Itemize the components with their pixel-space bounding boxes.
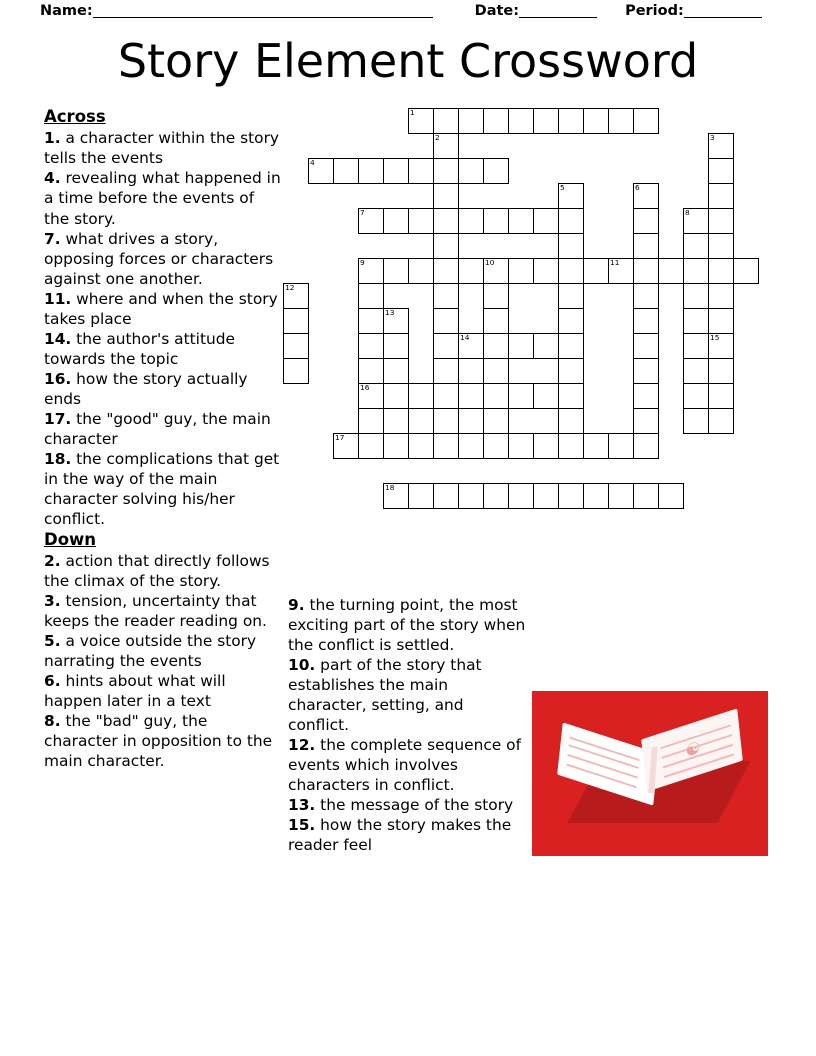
grid-cell[interactable]	[608, 258, 634, 284]
grid-cell[interactable]	[408, 433, 434, 459]
grid-cell[interactable]	[558, 408, 584, 434]
grid-cell[interactable]	[633, 333, 659, 359]
grid-cell[interactable]	[633, 358, 659, 384]
clue-text: the message of the story	[320, 796, 514, 815]
clue-down-3	[44, 591, 282, 631]
grid-cell[interactable]	[433, 483, 459, 509]
grid-cell[interactable]	[558, 308, 584, 334]
grid-cell[interactable]	[458, 483, 484, 509]
grid-cell[interactable]	[708, 233, 734, 259]
grid-cell[interactable]	[433, 108, 459, 134]
grid-cell[interactable]	[458, 433, 484, 459]
page-title: Story Element Crossword	[117, 34, 699, 88]
clue-number: 6.	[44, 672, 61, 691]
grid-cell[interactable]	[708, 158, 734, 184]
clue-number: 13.	[288, 796, 316, 815]
grid-cell[interactable]	[558, 108, 584, 134]
grid-cell[interactable]	[283, 333, 309, 359]
grid-cell[interactable]	[683, 283, 709, 309]
grid-cell[interactable]	[708, 333, 734, 359]
grid-cell[interactable]	[533, 108, 559, 134]
worksheet-header	[40, 0, 776, 22]
grid-cell[interactable]	[533, 433, 559, 459]
grid-cell[interactable]	[383, 258, 409, 284]
grid-cell[interactable]	[408, 383, 434, 409]
grid-cell[interactable]	[633, 433, 659, 459]
grid-cell[interactable]	[433, 333, 459, 359]
date-blank-line[interactable]	[519, 4, 597, 18]
grid-cell[interactable]	[483, 358, 509, 384]
grid-cell[interactable]	[558, 358, 584, 384]
crossword-grid[interactable]	[283, 108, 783, 578]
grid-cell[interactable]	[383, 483, 409, 509]
grid-cell[interactable]	[408, 108, 434, 134]
grid-cell[interactable]	[633, 383, 659, 409]
grid-cell[interactable]	[533, 208, 559, 234]
book-line	[566, 764, 636, 788]
grid-cell[interactable]	[358, 358, 384, 384]
grid-cell[interactable]	[558, 183, 584, 209]
grid-cell[interactable]	[483, 283, 509, 309]
grid-cell[interactable]	[283, 283, 309, 309]
grid-cell[interactable]	[358, 408, 384, 434]
clue-across-16	[44, 369, 282, 409]
grid-cell[interactable]	[383, 358, 409, 384]
grid-cell-number: 3	[710, 133, 715, 142]
name-blank-line[interactable]	[93, 4, 433, 18]
grid-cell[interactable]	[433, 258, 459, 284]
grid-cell[interactable]	[483, 433, 509, 459]
grid-cell[interactable]	[483, 258, 509, 284]
grid-cell[interactable]	[358, 433, 384, 459]
grid-cell[interactable]	[358, 283, 384, 309]
clue-number: 15.	[288, 816, 316, 835]
grid-cell[interactable]	[683, 308, 709, 334]
grid-cell[interactable]	[558, 283, 584, 309]
grid-cell[interactable]	[533, 383, 559, 409]
grid-cell[interactable]	[733, 258, 759, 284]
clue-text: what drives a story, opposing forces or characters against one another.	[44, 229, 274, 288]
grid-cell[interactable]	[508, 483, 534, 509]
grid-cell[interactable]	[508, 108, 534, 134]
grid-cell[interactable]	[633, 208, 659, 234]
grid-cell-number: 15	[710, 333, 720, 342]
clue-across-18	[44, 449, 282, 529]
clues-column-right	[288, 595, 526, 855]
clue-text: the complications that get in the way of the main character solving his/her conflict.	[44, 449, 280, 528]
grid-cell-number: 8	[685, 208, 690, 217]
clue-number: 2.	[44, 552, 61, 571]
grid-cell[interactable]	[608, 483, 634, 509]
clue-down-12	[288, 735, 526, 795]
grid-cell[interactable]	[708, 208, 734, 234]
grid-cell-number: 11	[610, 258, 620, 267]
grid-cell[interactable]	[433, 358, 459, 384]
clue-number: 1.	[44, 129, 61, 148]
grid-cell[interactable]	[358, 158, 384, 184]
grid-cell-number: 13	[385, 308, 395, 317]
grid-cell[interactable]	[708, 308, 734, 334]
grid-cell[interactable]	[533, 333, 559, 359]
grid-cell[interactable]	[658, 483, 684, 509]
clue-number: 11.	[44, 289, 72, 308]
grid-cell-number: 16	[360, 383, 370, 392]
grid-cell[interactable]	[558, 483, 584, 509]
grid-cell[interactable]	[583, 258, 609, 284]
clue-text: part of the story that establishes the main character, setting, and conflict.	[288, 656, 482, 735]
grid-cell[interactable]	[533, 483, 559, 509]
grid-cell[interactable]	[683, 358, 709, 384]
grid-cell-number: 14	[460, 333, 470, 342]
clue-across-4	[44, 168, 282, 228]
grid-cell[interactable]	[683, 333, 709, 359]
grid-cell[interactable]	[383, 408, 409, 434]
grid-cell-number: 17	[335, 433, 345, 442]
clue-number: 3.	[44, 592, 61, 611]
grid-cell[interactable]	[633, 108, 659, 134]
name-label: Name:	[40, 3, 93, 19]
grid-cell[interactable]	[483, 483, 509, 509]
grid-cell[interactable]	[708, 383, 734, 409]
clue-number: 7.	[44, 229, 61, 248]
grid-cell[interactable]	[508, 208, 534, 234]
clue-across-11	[44, 289, 282, 329]
grid-cell-number: 12	[285, 283, 295, 292]
grid-cell[interactable]	[383, 383, 409, 409]
clue-down-2	[44, 551, 282, 591]
down-heading: Down	[44, 529, 97, 549]
grid-cell[interactable]	[433, 133, 459, 159]
clue-text: the complete sequence of events which involves characters in conflict.	[288, 736, 521, 795]
grid-cell[interactable]	[408, 208, 434, 234]
grid-cell[interactable]	[333, 158, 359, 184]
grid-cell[interactable]	[308, 158, 334, 184]
grid-cell[interactable]	[633, 283, 659, 309]
grid-cell[interactable]	[383, 208, 409, 234]
clue-text: how the story makes the reader feel	[288, 816, 512, 855]
clue-across-17	[44, 409, 282, 449]
grid-cell-number: 10	[485, 258, 495, 267]
grid-cell[interactable]	[358, 308, 384, 334]
grid-cell[interactable]	[558, 208, 584, 234]
grid-cell[interactable]	[483, 308, 509, 334]
grid-cell[interactable]	[383, 308, 409, 334]
clue-text: the turning point, the most exciting part of the story when the conflict is settled.	[288, 596, 526, 655]
grid-cell[interactable]	[433, 233, 459, 259]
grid-cell[interactable]	[583, 108, 609, 134]
clue-number: 5.	[44, 632, 61, 651]
grid-cell[interactable]	[483, 333, 509, 359]
grid-cell[interactable]	[283, 308, 309, 334]
grid-cell[interactable]	[433, 183, 459, 209]
grid-cell[interactable]	[508, 383, 534, 409]
clue-text: the "bad" guy, the character in opposition to the main character.	[44, 712, 273, 771]
clue-down-15	[288, 815, 526, 855]
grid-cell[interactable]	[358, 333, 384, 359]
grid-cell[interactable]	[708, 258, 734, 284]
grid-cell[interactable]	[583, 433, 609, 459]
clue-number: 18.	[44, 449, 72, 468]
clue-down-5	[44, 631, 282, 671]
clue-number: 17.	[44, 409, 72, 428]
grid-cell[interactable]	[383, 433, 409, 459]
grid-cell[interactable]	[433, 308, 459, 334]
grid-cell[interactable]	[283, 358, 309, 384]
clue-number: 4.	[44, 169, 61, 188]
clue-text: action that directly follows the climax of the story.	[44, 552, 270, 591]
grid-cell[interactable]	[708, 358, 734, 384]
grid-cell[interactable]	[508, 333, 534, 359]
grid-cell[interactable]	[608, 108, 634, 134]
clue-across-7	[44, 229, 282, 289]
grid-cell[interactable]	[433, 408, 459, 434]
clue-number: 10.	[288, 656, 316, 675]
grid-cell[interactable]	[558, 333, 584, 359]
open-book-illustration	[532, 691, 768, 856]
period-label: Period:	[625, 3, 684, 19]
across-heading: Across	[44, 107, 106, 126]
date-label: Date:	[474, 3, 520, 19]
grid-cell[interactable]	[683, 233, 709, 259]
grid-cell[interactable]	[483, 383, 509, 409]
period-blank-line[interactable]	[684, 4, 762, 18]
clue-number: 16.	[44, 369, 72, 388]
clue-text: a character within the story tells the events	[44, 129, 280, 168]
grid-cell[interactable]	[433, 283, 459, 309]
grid-cell[interactable]	[508, 433, 534, 459]
grid-cell[interactable]	[608, 433, 634, 459]
clue-number: 9.	[288, 596, 305, 614]
grid-cell[interactable]	[408, 158, 434, 184]
grid-cell[interactable]	[583, 483, 609, 509]
grid-cell[interactable]	[708, 408, 734, 434]
grid-cell[interactable]	[708, 133, 734, 159]
grid-cell[interactable]	[683, 258, 709, 284]
clue-text: hints about what will happen later in a text	[44, 672, 226, 711]
clue-text: how the story actually ends	[44, 369, 248, 408]
clue-down-13	[288, 795, 526, 815]
grid-cell[interactable]	[633, 308, 659, 334]
clue-down-6	[44, 671, 282, 711]
grid-cell[interactable]	[433, 158, 459, 184]
grid-cell-number: 6	[635, 183, 640, 192]
grid-cell[interactable]	[358, 208, 384, 234]
grid-cell[interactable]	[633, 483, 659, 509]
grid-cell[interactable]	[658, 258, 684, 284]
grid-cell[interactable]	[558, 433, 584, 459]
grid-cell-number: 4	[310, 158, 315, 167]
clue-down-9	[288, 595, 526, 655]
grid-cell[interactable]	[458, 108, 484, 134]
grid-cell[interactable]	[633, 183, 659, 209]
grid-cell[interactable]	[683, 383, 709, 409]
grid-cell[interactable]	[333, 433, 359, 459]
grid-cell[interactable]	[533, 258, 559, 284]
grid-cell[interactable]	[458, 383, 484, 409]
grid-cell-number: 7	[360, 208, 365, 217]
grid-cell-number: 9	[360, 258, 365, 267]
book-emblem-icon: ☯	[685, 737, 701, 763]
clue-number: 12.	[288, 736, 316, 755]
grid-cell[interactable]	[383, 158, 409, 184]
grid-cell[interactable]	[558, 258, 584, 284]
clue-down-10	[288, 655, 526, 735]
grid-cell[interactable]	[458, 158, 484, 184]
grid-cell[interactable]	[708, 183, 734, 209]
grid-cell[interactable]	[408, 483, 434, 509]
grid-cell[interactable]	[633, 233, 659, 259]
clue-number: 14.	[44, 329, 72, 348]
clue-text: tension, uncertainty that keeps the reader reading on.	[44, 592, 267, 631]
grid-cell[interactable]	[558, 233, 584, 259]
grid-cell[interactable]	[433, 383, 459, 409]
clue-text: where and when the story takes place	[44, 289, 278, 328]
grid-cell[interactable]	[433, 208, 459, 234]
grid-cell[interactable]	[683, 208, 709, 234]
grid-cell[interactable]	[708, 283, 734, 309]
grid-cell[interactable]	[458, 333, 484, 359]
grid-cell[interactable]	[483, 208, 509, 234]
clues-column-left	[44, 106, 282, 771]
grid-cell-number: 1	[410, 108, 415, 117]
grid-cell[interactable]	[408, 258, 434, 284]
clue-text: the "good" guy, the main character	[44, 409, 271, 448]
grid-cell-number: 2	[435, 133, 440, 142]
grid-cell[interactable]	[633, 258, 659, 284]
grid-cell[interactable]	[383, 333, 409, 359]
clue-number: 8.	[44, 712, 61, 731]
grid-cell[interactable]	[358, 383, 384, 409]
clue-across-14	[44, 329, 282, 369]
grid-cell[interactable]	[458, 258, 484, 284]
grid-cell[interactable]	[633, 408, 659, 434]
grid-cell[interactable]	[483, 108, 509, 134]
grid-cell[interactable]	[483, 408, 509, 434]
grid-cell[interactable]	[458, 208, 484, 234]
grid-cell[interactable]	[558, 383, 584, 409]
clue-text: the author's attitude towards the topic	[44, 329, 235, 368]
clue-down-8	[44, 711, 282, 771]
grid-cell-number: 5	[560, 183, 565, 192]
clue-text: a voice outside the story narrating the events	[44, 632, 257, 671]
grid-cell[interactable]	[508, 258, 534, 284]
grid-cell[interactable]	[683, 408, 709, 434]
grid-cell[interactable]	[358, 258, 384, 284]
clue-across-1	[44, 128, 282, 168]
grid-cell[interactable]	[483, 158, 509, 184]
grid-cell[interactable]	[433, 433, 459, 459]
grid-cell-number: 18	[385, 483, 395, 492]
clue-text: revealing what happened in a time before the events of the story.	[44, 169, 281, 228]
